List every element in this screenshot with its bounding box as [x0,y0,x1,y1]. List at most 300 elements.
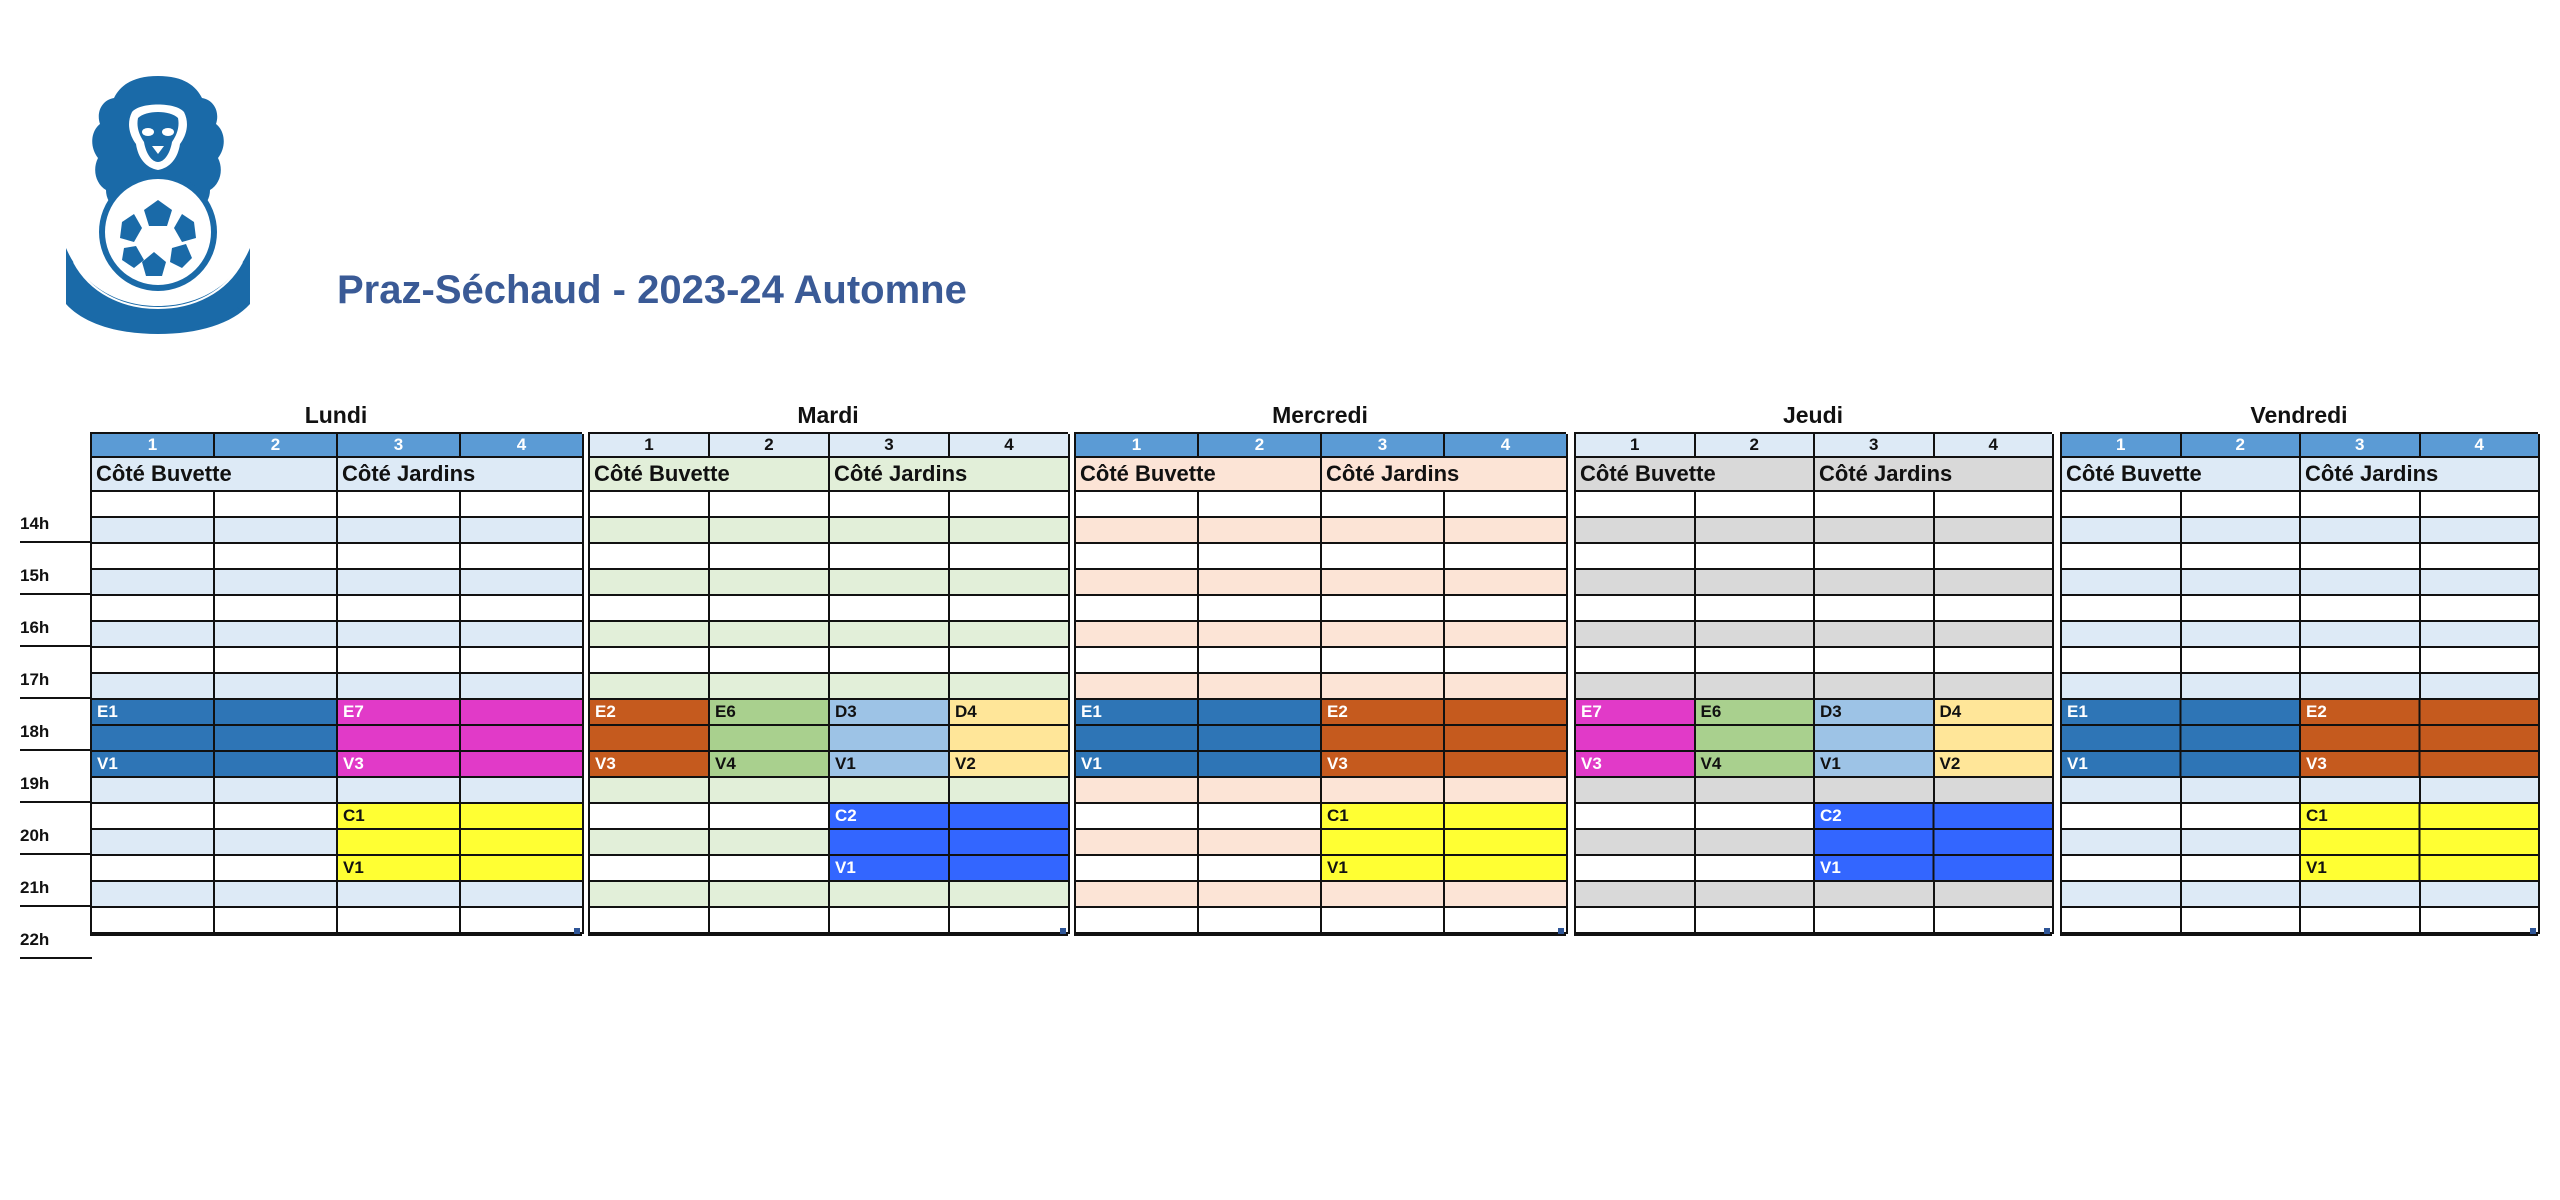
slot-cell[interactable] [2301,648,2421,674]
slot-cell[interactable] [1322,570,1445,596]
slot-cell[interactable] [830,674,950,700]
slot-cell[interactable] [830,882,950,908]
slot-cell[interactable] [461,596,584,622]
slot-cell[interactable] [1076,596,1199,622]
booking-block[interactable] [830,700,950,726]
slot-cell[interactable] [1576,492,1696,518]
slot-cell[interactable] [2301,674,2421,700]
slot-cell[interactable] [1322,492,1445,518]
slot-cell[interactable] [2182,622,2302,648]
slot-cell[interactable] [590,856,710,882]
slot-cell[interactable] [1576,804,1696,830]
slot-cell[interactable] [1696,778,1816,804]
slot-cell[interactable] [92,804,215,830]
slot-cell[interactable] [1935,778,2055,804]
slot-cell[interactable] [1576,622,1696,648]
booking-block[interactable] [92,726,338,752]
slot-cell[interactable] [2301,544,2421,570]
slot-cell[interactable] [92,882,215,908]
slot-cell[interactable] [1076,804,1199,830]
booking-block[interactable] [2301,752,2540,778]
slot-cell[interactable] [461,518,584,544]
slot-cell[interactable] [2062,648,2182,674]
slot-cell[interactable] [2421,778,2541,804]
slot-cell[interactable] [92,856,215,882]
booking-block[interactable] [1815,752,1935,778]
slot-cell[interactable] [2301,596,2421,622]
booking-block[interactable] [2062,752,2301,778]
slot-cell[interactable] [2062,856,2182,882]
slot-cell[interactable] [2182,856,2302,882]
booking-block[interactable] [1322,700,1568,726]
slot-cell[interactable] [2062,778,2182,804]
slot-cell[interactable] [710,492,830,518]
slot-cell[interactable] [950,622,1070,648]
slot-cell[interactable] [1935,544,2055,570]
booking-block[interactable] [2301,726,2540,752]
slot-cell[interactable] [2062,908,2182,934]
slot-cell[interactable] [950,492,1070,518]
slot-cell[interactable] [1199,778,1322,804]
slot-cell[interactable] [1696,908,1816,934]
slot-cell[interactable] [1076,544,1199,570]
slot-cell[interactable] [590,648,710,674]
slot-cell[interactable] [710,596,830,622]
slot-cell[interactable] [1445,570,1568,596]
slot-cell[interactable] [338,778,461,804]
slot-cell[interactable] [1935,908,2055,934]
slot-cell[interactable] [2182,804,2302,830]
slot-cell[interactable] [1696,622,1816,648]
booking-block[interactable] [2062,726,2301,752]
slot-cell[interactable] [2301,518,2421,544]
slot-cell[interactable] [590,544,710,570]
booking-block[interactable] [1322,856,1568,882]
slot-cell[interactable] [2182,882,2302,908]
slot-cell[interactable] [1199,544,1322,570]
slot-cell[interactable] [338,544,461,570]
slot-cell[interactable] [1322,622,1445,648]
booking-block[interactable] [590,752,710,778]
slot-cell[interactable] [1935,596,2055,622]
slot-cell[interactable] [2421,596,2541,622]
slot-cell[interactable] [1445,648,1568,674]
slot-cell[interactable] [710,674,830,700]
slot-cell[interactable] [1576,596,1696,622]
slot-cell[interactable] [2301,908,2421,934]
booking-block[interactable] [1576,700,1696,726]
slot-cell[interactable] [1199,882,1322,908]
booking-block[interactable] [2301,804,2540,830]
slot-cell[interactable] [830,622,950,648]
slot-cell[interactable] [830,518,950,544]
slot-cell[interactable] [2182,518,2302,544]
slot-cell[interactable] [1076,622,1199,648]
slot-cell[interactable] [710,648,830,674]
slot-cell[interactable] [1815,544,1935,570]
slot-cell[interactable] [215,804,338,830]
slot-cell[interactable] [950,674,1070,700]
slot-cell[interactable] [2062,830,2182,856]
booking-block[interactable] [590,700,710,726]
slot-cell[interactable] [1576,570,1696,596]
slot-cell[interactable] [1445,778,1568,804]
booking-block[interactable] [830,752,950,778]
slot-cell[interactable] [710,518,830,544]
booking-block[interactable] [1576,726,1696,752]
slot-cell[interactable] [1199,622,1322,648]
slot-cell[interactable] [1076,882,1199,908]
booking-block[interactable] [1322,804,1568,830]
booking-block[interactable] [338,726,584,752]
slot-cell[interactable] [338,622,461,648]
slot-cell[interactable] [338,648,461,674]
slot-cell[interactable] [1696,804,1816,830]
booking-block[interactable] [338,700,584,726]
booking-block[interactable] [1576,752,1696,778]
slot-cell[interactable] [461,674,584,700]
slot-cell[interactable] [830,596,950,622]
slot-cell[interactable] [215,830,338,856]
slot-cell[interactable] [1576,830,1696,856]
slot-cell[interactable] [1815,492,1935,518]
slot-cell[interactable] [1576,648,1696,674]
slot-cell[interactable] [1815,778,1935,804]
slot-cell[interactable] [2301,778,2421,804]
slot-cell[interactable] [1076,856,1199,882]
slot-cell[interactable] [1322,674,1445,700]
slot-cell[interactable] [590,674,710,700]
slot-cell[interactable] [338,596,461,622]
slot-cell[interactable] [1935,882,2055,908]
slot-cell[interactable] [1445,492,1568,518]
slot-cell[interactable] [2182,908,2302,934]
slot-cell[interactable] [1935,518,2055,544]
slot-cell[interactable] [92,596,215,622]
slot-cell[interactable] [215,882,338,908]
booking-block[interactable] [830,726,950,752]
slot-cell[interactable] [710,856,830,882]
slot-cell[interactable] [710,830,830,856]
slot-cell[interactable] [590,492,710,518]
slot-cell[interactable] [215,908,338,934]
slot-cell[interactable] [2301,882,2421,908]
slot-cell[interactable] [461,570,584,596]
slot-cell[interactable] [92,830,215,856]
slot-cell[interactable] [1445,674,1568,700]
slot-cell[interactable] [2062,622,2182,648]
slot-cell[interactable] [1935,648,2055,674]
slot-cell[interactable] [1815,596,1935,622]
booking-block[interactable] [2301,856,2540,882]
booking-block[interactable] [1076,726,1322,752]
slot-cell[interactable] [92,778,215,804]
slot-cell[interactable] [2062,544,2182,570]
slot-cell[interactable] [710,908,830,934]
booking-block[interactable] [710,700,830,726]
slot-cell[interactable] [1322,778,1445,804]
slot-cell[interactable] [710,622,830,648]
slot-cell[interactable] [1076,648,1199,674]
slot-cell[interactable] [1322,518,1445,544]
slot-cell[interactable] [950,544,1070,570]
booking-block[interactable] [1322,830,1568,856]
booking-block[interactable] [590,726,710,752]
slot-cell[interactable] [2421,908,2541,934]
slot-cell[interactable] [1576,908,1696,934]
slot-cell[interactable] [830,544,950,570]
slot-cell[interactable] [338,674,461,700]
slot-cell[interactable] [215,648,338,674]
slot-cell[interactable] [1076,518,1199,544]
slot-cell[interactable] [215,778,338,804]
slot-cell[interactable] [2062,518,2182,544]
slot-cell[interactable] [215,596,338,622]
slot-cell[interactable] [92,674,215,700]
slot-cell[interactable] [1322,908,1445,934]
slot-cell[interactable] [1696,856,1816,882]
slot-cell[interactable] [830,778,950,804]
slot-cell[interactable] [1199,596,1322,622]
booking-block[interactable] [1696,726,1816,752]
booking-block[interactable] [1815,856,2054,882]
booking-block[interactable] [92,700,338,726]
slot-cell[interactable] [1076,492,1199,518]
slot-cell[interactable] [2062,596,2182,622]
slot-cell[interactable] [2182,674,2302,700]
slot-cell[interactable] [92,518,215,544]
slot-cell[interactable] [590,830,710,856]
slot-cell[interactable] [461,648,584,674]
slot-cell[interactable] [1076,674,1199,700]
slot-cell[interactable] [1815,518,1935,544]
slot-cell[interactable] [92,492,215,518]
slot-cell[interactable] [1935,674,2055,700]
booking-block[interactable] [2301,830,2540,856]
slot-cell[interactable] [2421,648,2541,674]
slot-cell[interactable] [1322,648,1445,674]
slot-cell[interactable] [830,570,950,596]
booking-block[interactable] [338,856,584,882]
slot-cell[interactable] [2301,570,2421,596]
slot-cell[interactable] [2421,518,2541,544]
slot-cell[interactable] [2421,492,2541,518]
slot-cell[interactable] [2421,622,2541,648]
booking-block[interactable] [1935,726,2055,752]
booking-block[interactable] [950,700,1070,726]
slot-cell[interactable] [710,778,830,804]
booking-block[interactable] [830,804,1070,830]
slot-cell[interactable] [1815,622,1935,648]
slot-cell[interactable] [590,518,710,544]
booking-block[interactable] [710,726,830,752]
booking-block[interactable] [338,804,584,830]
slot-cell[interactable] [1696,570,1816,596]
slot-cell[interactable] [710,804,830,830]
slot-cell[interactable] [2421,570,2541,596]
slot-cell[interactable] [1076,570,1199,596]
slot-cell[interactable] [461,778,584,804]
slot-cell[interactable] [1322,596,1445,622]
slot-cell[interactable] [1815,674,1935,700]
slot-cell[interactable] [950,518,1070,544]
booking-block[interactable] [1076,700,1322,726]
slot-cell[interactable] [2421,882,2541,908]
slot-cell[interactable] [590,804,710,830]
slot-cell[interactable] [1815,648,1935,674]
booking-block[interactable] [1696,700,1816,726]
slot-cell[interactable] [2062,492,2182,518]
slot-cell[interactable] [830,492,950,518]
slot-cell[interactable] [2062,804,2182,830]
slot-cell[interactable] [1576,778,1696,804]
slot-cell[interactable] [461,544,584,570]
slot-cell[interactable] [1199,674,1322,700]
slot-cell[interactable] [950,570,1070,596]
slot-cell[interactable] [2182,492,2302,518]
booking-block[interactable] [830,856,1070,882]
slot-cell[interactable] [590,882,710,908]
slot-cell[interactable] [1445,596,1568,622]
slot-cell[interactable] [1696,518,1816,544]
slot-cell[interactable] [215,544,338,570]
slot-cell[interactable] [2182,648,2302,674]
booking-block[interactable] [2301,700,2540,726]
slot-cell[interactable] [1076,908,1199,934]
slot-cell[interactable] [338,908,461,934]
booking-block[interactable] [950,726,1070,752]
slot-cell[interactable] [590,778,710,804]
slot-cell[interactable] [338,492,461,518]
slot-cell[interactable] [1445,622,1568,648]
slot-cell[interactable] [1445,544,1568,570]
slot-cell[interactable] [1576,856,1696,882]
slot-cell[interactable] [215,492,338,518]
slot-cell[interactable] [2182,570,2302,596]
slot-cell[interactable] [92,648,215,674]
slot-cell[interactable] [950,596,1070,622]
slot-cell[interactable] [1076,830,1199,856]
slot-cell[interactable] [1445,908,1568,934]
slot-cell[interactable] [1199,830,1322,856]
slot-cell[interactable] [2182,596,2302,622]
slot-cell[interactable] [1199,492,1322,518]
booking-block[interactable] [1322,726,1568,752]
slot-cell[interactable] [461,492,584,518]
booking-block[interactable] [2062,700,2301,726]
slot-cell[interactable] [1815,882,1935,908]
slot-cell[interactable] [338,518,461,544]
slot-cell[interactable] [1576,882,1696,908]
slot-cell[interactable] [1199,648,1322,674]
slot-cell[interactable] [215,570,338,596]
slot-cell[interactable] [950,778,1070,804]
slot-cell[interactable] [1935,622,2055,648]
slot-cell[interactable] [590,622,710,648]
slot-cell[interactable] [1576,674,1696,700]
slot-cell[interactable] [92,570,215,596]
slot-cell[interactable] [830,908,950,934]
slot-cell[interactable] [830,648,950,674]
booking-block[interactable] [1935,752,2055,778]
slot-cell[interactable] [461,882,584,908]
booking-block[interactable] [338,752,584,778]
slot-cell[interactable] [1696,674,1816,700]
slot-cell[interactable] [1199,856,1322,882]
slot-cell[interactable] [710,544,830,570]
slot-cell[interactable] [1199,570,1322,596]
slot-cell[interactable] [1199,804,1322,830]
booking-block[interactable] [1815,830,2054,856]
slot-cell[interactable] [590,908,710,934]
slot-cell[interactable] [2421,544,2541,570]
booking-block[interactable] [1815,804,2054,830]
slot-cell[interactable] [461,908,584,934]
slot-cell[interactable] [1322,544,1445,570]
booking-block[interactable] [1322,752,1568,778]
slot-cell[interactable] [215,856,338,882]
booking-block[interactable] [710,752,830,778]
slot-cell[interactable] [2301,622,2421,648]
slot-cell[interactable] [1935,570,2055,596]
booking-block[interactable] [830,830,1070,856]
slot-cell[interactable] [1696,882,1816,908]
slot-cell[interactable] [950,908,1070,934]
booking-block[interactable] [950,752,1070,778]
slot-cell[interactable] [1576,518,1696,544]
slot-cell[interactable] [338,570,461,596]
slot-cell[interactable] [92,622,215,648]
booking-block[interactable] [1815,726,1935,752]
slot-cell[interactable] [1576,544,1696,570]
slot-cell[interactable] [2062,674,2182,700]
booking-block[interactable] [1935,700,2055,726]
slot-cell[interactable] [1199,908,1322,934]
slot-cell[interactable] [1935,492,2055,518]
slot-cell[interactable] [1696,492,1816,518]
slot-cell[interactable] [461,622,584,648]
booking-block[interactable] [1696,752,1816,778]
slot-cell[interactable] [2421,674,2541,700]
slot-cell[interactable] [1445,518,1568,544]
slot-cell[interactable] [215,622,338,648]
slot-cell[interactable] [215,518,338,544]
slot-cell[interactable] [590,596,710,622]
slot-cell[interactable] [1076,778,1199,804]
booking-block[interactable] [338,830,584,856]
slot-cell[interactable] [2062,882,2182,908]
slot-cell[interactable] [590,570,710,596]
slot-cell[interactable] [2301,492,2421,518]
slot-cell[interactable] [1322,882,1445,908]
slot-cell[interactable] [92,544,215,570]
slot-cell[interactable] [215,674,338,700]
slot-cell[interactable] [1815,570,1935,596]
booking-block[interactable] [1815,700,1935,726]
booking-block[interactable] [92,752,338,778]
slot-cell[interactable] [2182,544,2302,570]
slot-cell[interactable] [1696,596,1816,622]
slot-cell[interactable] [1696,830,1816,856]
slot-cell[interactable] [1815,908,1935,934]
slot-cell[interactable] [710,882,830,908]
slot-cell[interactable] [338,882,461,908]
slot-cell[interactable] [92,908,215,934]
slot-cell[interactable] [2182,830,2302,856]
slot-cell[interactable] [1445,882,1568,908]
slot-cell[interactable] [710,570,830,596]
slot-cell[interactable] [1696,544,1816,570]
